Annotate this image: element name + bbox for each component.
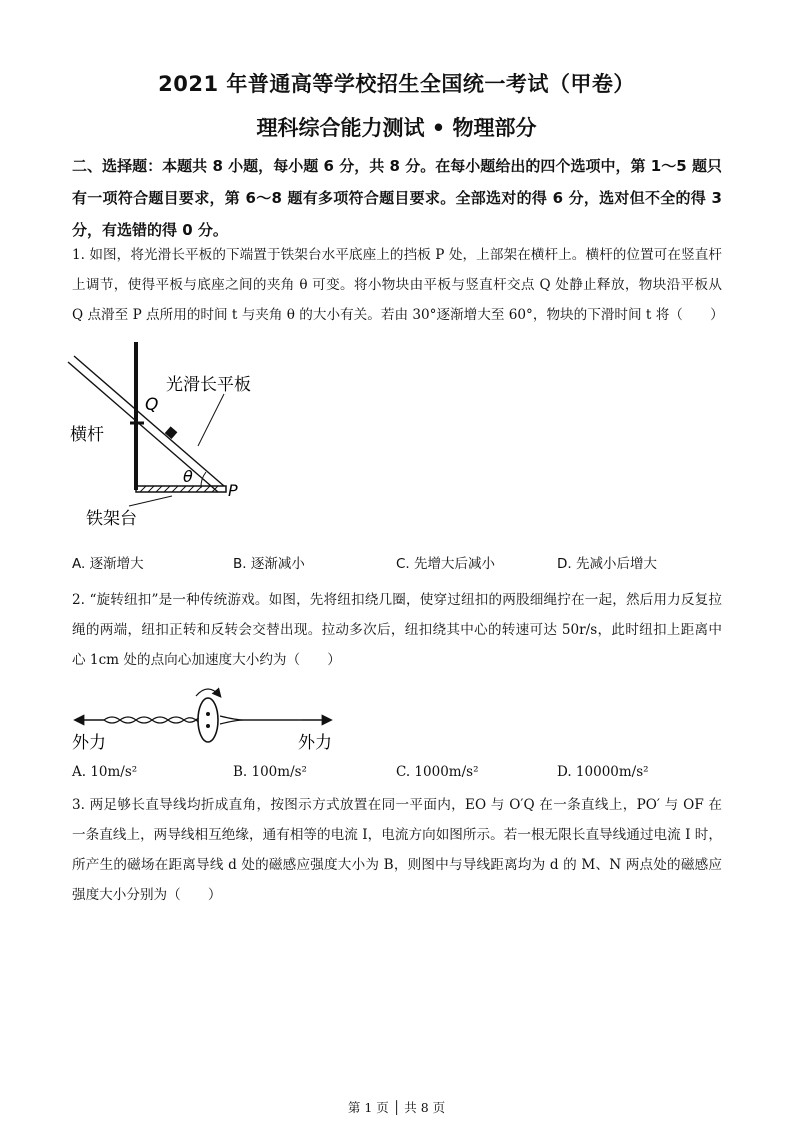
point-p-label: P — [228, 481, 238, 500]
rotation-arrow — [196, 689, 220, 696]
question-1-figure — [66, 338, 296, 538]
question-2-text: 2. “旋转纽扣”是一种传统游戏。如图，先将纽扣绕几圈，使穿过纽扣的两股细绳拧在一起，然后用力反复拉绳的两端，纽扣正转和反转会交替出现。拉动多次后，纽扣绕其中心的转速可达 50r/s，此时纽扣上距离中心 1cm 处的点向心加速度大小约为（ ） — [72, 592, 722, 668]
question-3-text: 3. 两足够长直导线均折成直角，按图示方式放置在同一平面内，EO 与 O′Q 在一条直线上，PO′ 与 OF 在一条直线上，两导线相互绝缘，通有相等的电流 I，电流方向如图所示。若一根无限长直导线通过电流 I 时，所产生的磁场在距离导线 d 处的磁感应强度大小为 B，则图中与导线距离均为 d 的 M、N 两点处的磁感应强度大小分别为（ ） — [72, 797, 722, 903]
q2-option-a[interactable]: A. 10m/s² — [72, 764, 138, 780]
q2-option-b[interactable]: B. 100m/s² — [233, 764, 307, 780]
q2-option-c[interactable]: C. 1000m/s² — [396, 764, 479, 780]
section-instructions: 二、选择题：本题共 8 小题，每小题 6 分，共 8 分。在每小题给出的四个选项中，第 1～5 题只有一项符合题目要求，第 6～8 题有多项符合题目要求。全部选对的得 6 分，选对但不全的得 3 分，有选错的得 0 分。 — [72, 157, 722, 239]
theta-label: θ — [183, 467, 193, 486]
question-2-figure — [70, 676, 350, 756]
q1-option-b[interactable]: B. 逐渐减小 — [233, 556, 305, 572]
q2-option-d[interactable]: D. 10000m/s² — [557, 764, 649, 780]
board-label: 光滑长平板 — [166, 375, 251, 395]
point-q-label: Q — [145, 395, 159, 415]
stand-label: 铁架台 — [86, 509, 137, 529]
page-footer: 第 1 页 │ 共 8 页 — [347, 1100, 446, 1115]
crossbar-label: 横杆 — [70, 425, 104, 445]
right-force-label: 外力 — [298, 733, 332, 753]
exam-subtitle: 理科综合能力测试 • 物理部分 — [256, 116, 537, 140]
question-1-text: 1. 如图，将光滑长平板的下端置于铁架台水平底座上的挡板 P 处，上部架在横杆上。横杆的位置可在竖直杆上调节，使得平板与底座之间的夹角 θ 可变。将小物块由平板与竖直杆交点 Q 处静止释放，物块沿平板从 Q 点滑至 P 点所用的时间 t 与夹角 θ 的大小有关。若由 30°逐渐增大至 60°，物块的下滑时间 t 将（ ） — [72, 247, 724, 323]
button — [198, 698, 218, 742]
q1-option-a[interactable]: A. 逐渐增大 — [72, 556, 144, 572]
q1-option-d[interactable]: D. 先减小后增大 — [557, 556, 657, 572]
left-force-label: 外力 — [72, 733, 106, 753]
q1-option-c[interactable]: C. 先增大后减小 — [396, 556, 496, 572]
exam-title: 2021 年普通高等学校招生全国统一考试（甲卷） — [158, 72, 635, 96]
